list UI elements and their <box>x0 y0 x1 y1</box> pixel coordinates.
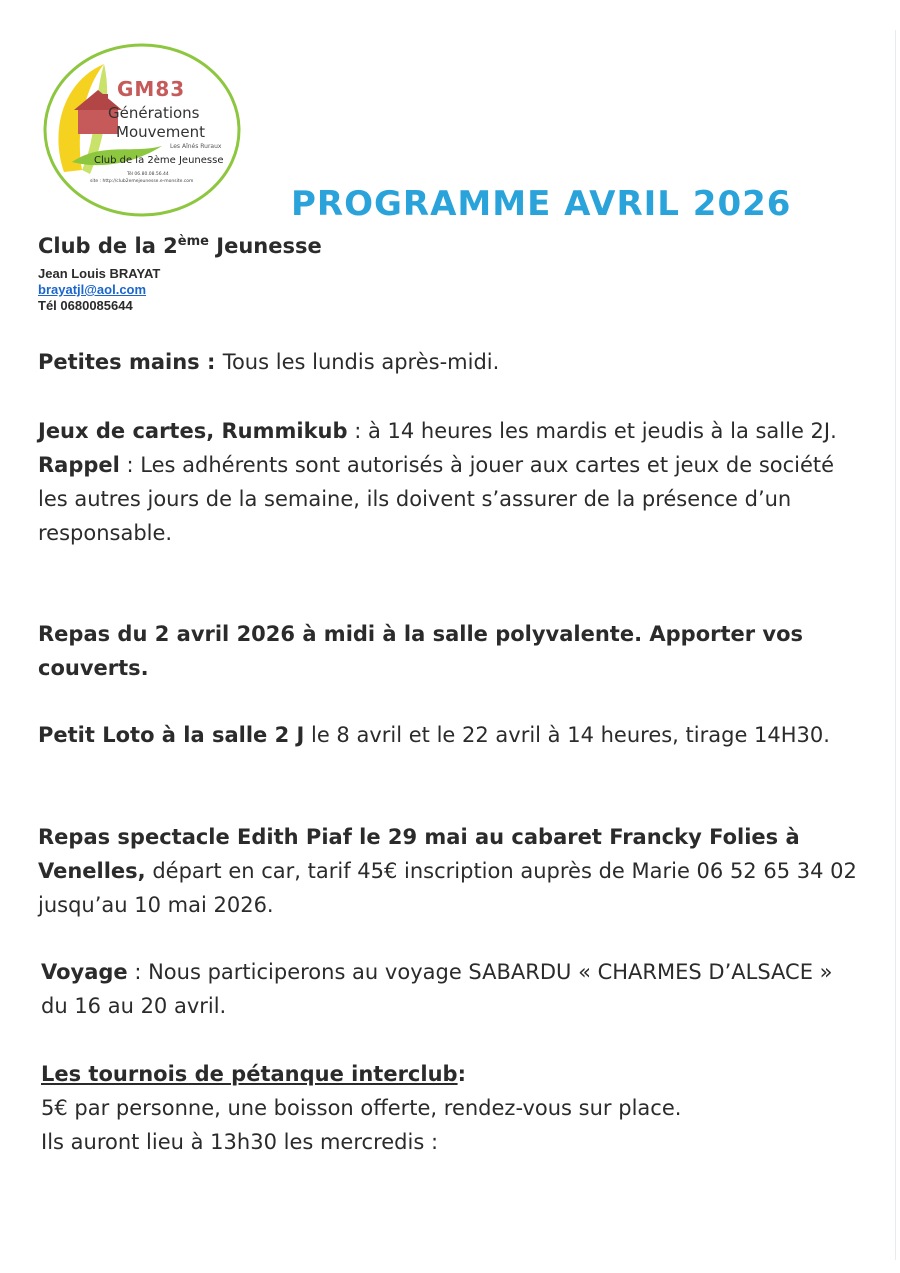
loto-paragraph: Petit Loto à la salle 2 J le 8 avril et le 22 avril à 14 heures, tirage 14H30. <box>38 723 830 747</box>
repas-paragraph: Repas du 2 avril 2026 à midi à la salle polyvalente. Apporter vos couverts. <box>38 622 804 680</box>
logo-brand: GM83 <box>117 77 186 101</box>
club-name: Club de la 2ème Jeunesse <box>38 234 322 258</box>
email-link[interactable]: brayatjl@aol.com <box>38 282 147 297</box>
logo-site: site : http://club2emejeunesse.e-monsite.com <box>90 179 194 184</box>
scan-edge <box>895 30 896 1260</box>
rappel-text: : Les adhérents sont autorisés à jouer aux cartes et jeux de société les autres jours de la semaine, ils doivent s’assurer de la présence d’un responsable. <box>38 453 835 545</box>
petites-mains-paragraph: Petites mains : Tous les lundis après-midi. <box>38 350 500 374</box>
contact-phone: Tél 0680085644 <box>38 298 133 313</box>
logo-tel: Tél 06.80.08.56.44 <box>127 172 169 177</box>
spectacle-paragraph: Repas spectacle Edith Piaf le 29 mai au cabaret Francky Folies à Venelles, départ en car, tarif 45€ inscription auprès de Marie 06 52 65 34 02 jusqu’au 10 mai 2026. <box>38 825 857 917</box>
logo-tagline: Les Aînés Ruraux <box>170 143 222 150</box>
jeux-paragraph: Jeux de cartes, Rummikub : à 14 heures les mardis et jeudis à la salle 2J. Rappel : Les adhérents sont autorisés à jouer aux cartes et jeux de société les autres jours de la semaine, ils doivent s’assurer de la présence d’un responsable. <box>38 419 837 545</box>
voyage-paragraph: Voyage : Nous participerons au voyage SABARDU « CHARMES D’ALSACE » du 16 au 20 avril. <box>41 960 833 1018</box>
petanque-heading: Les tournois de pétanque interclub <box>41 1062 458 1086</box>
contact-name: Jean Louis BRAYAT <box>38 266 161 281</box>
gm83-logo <box>42 42 242 218</box>
rappel-label: Rappel <box>38 453 120 477</box>
petanque-line1: 5€ par personne, une boisson offerte, rendez-vous sur place. <box>41 1096 682 1120</box>
logo-line1: Générations <box>108 104 200 122</box>
logo-club: Club de la 2ème Jeunesse <box>94 155 224 166</box>
contact-block <box>38 266 160 314</box>
logo-line2: Mouvement <box>116 123 205 141</box>
petanque-section: Les tournois de pétanque interclub: 5€ par personne, une boisson offerte, rendez-vous sur place. Ils auront lieu à 13h30 les mercredis : <box>41 1062 682 1154</box>
petanque-line2: Ils auront lieu à 13h30 les mercredis : <box>41 1130 439 1154</box>
page-title: PROGRAMME AVRIL 2026 <box>291 184 792 224</box>
